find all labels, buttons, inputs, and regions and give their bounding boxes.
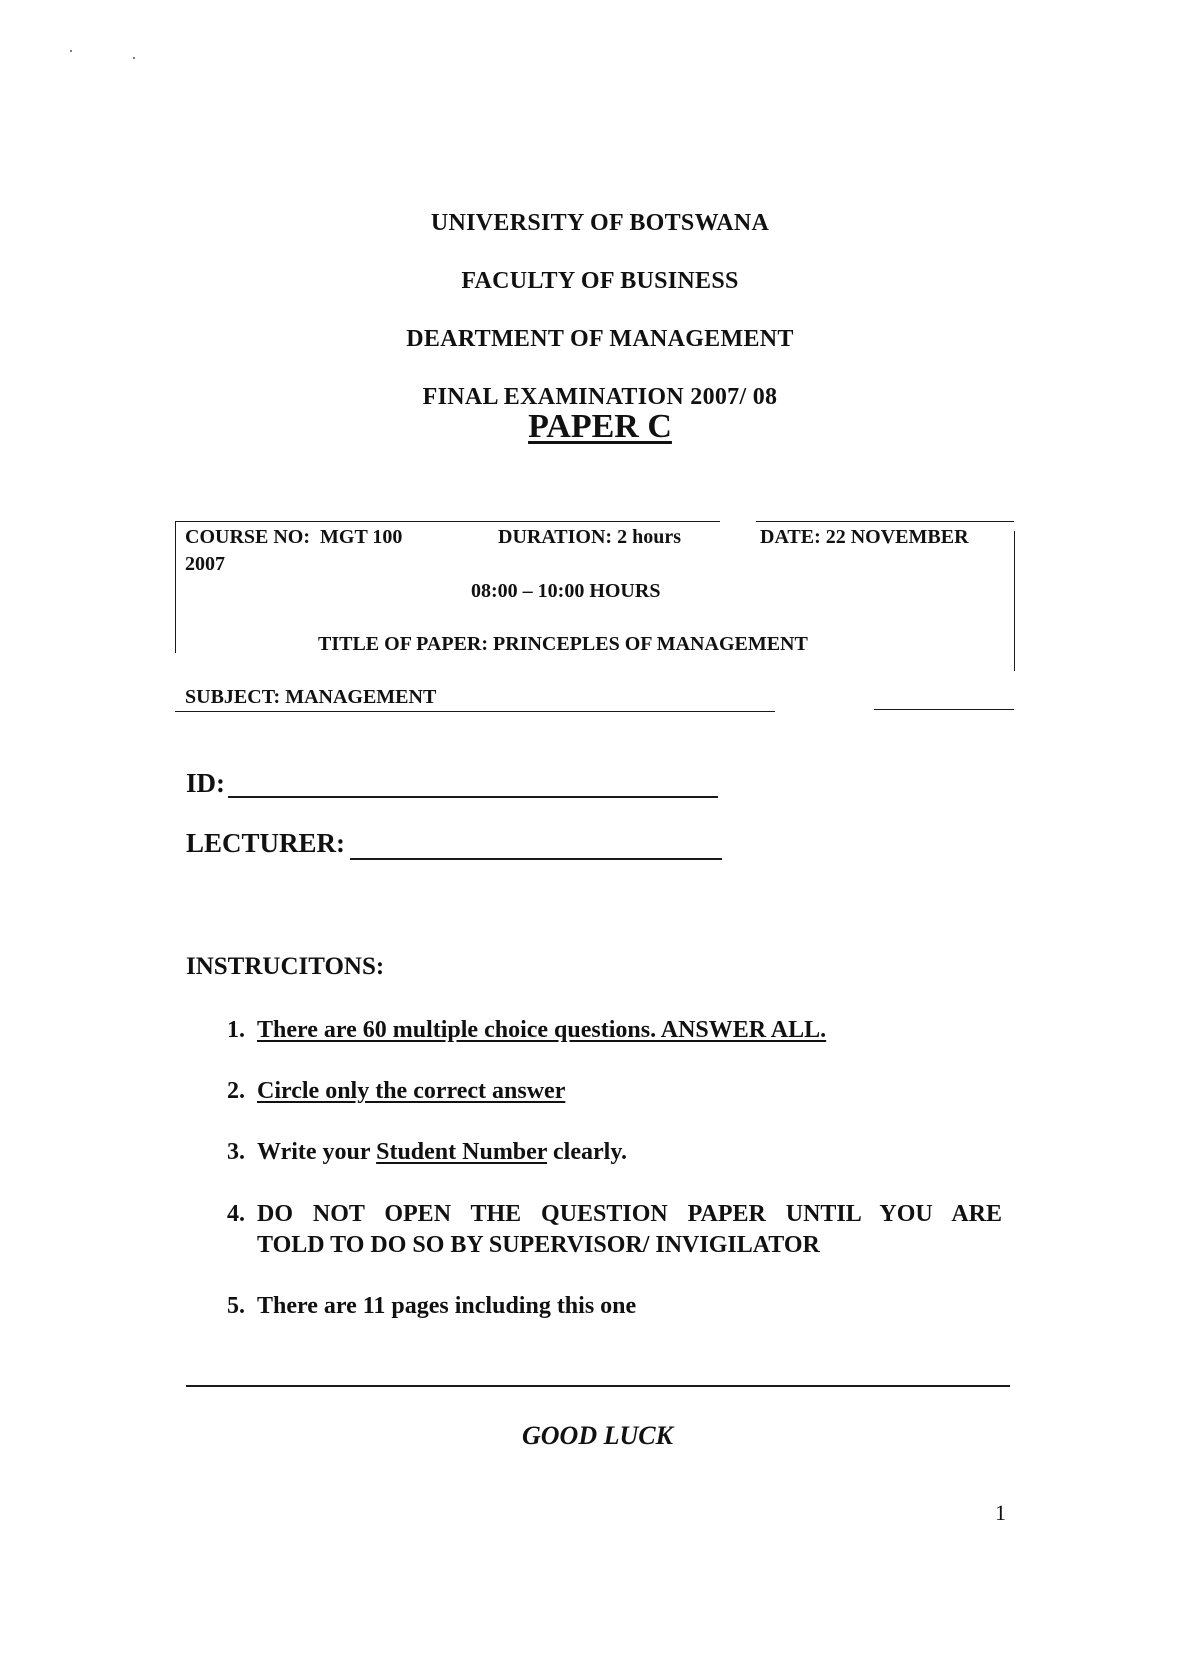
scan-speck	[70, 50, 72, 52]
instruction-text-underlined: Student Number	[376, 1139, 548, 1165]
instruction-number: 3.	[227, 1139, 245, 1165]
subject: SUBJECT: MANAGEMENT	[185, 686, 437, 708]
paper-label: PAPER C	[528, 408, 672, 445]
lecturer-label: LECTURER:	[186, 828, 346, 858]
exam-date-year: 2007	[185, 553, 225, 575]
instruction-text-line1: DO NOT OPEN THE QUESTION PAPER UNTIL YOU ARE	[257, 1201, 1002, 1227]
department-name: DEARTMENT OF MANAGEMENT	[406, 326, 794, 352]
instruction-number: 1.	[227, 1017, 245, 1043]
instructions-heading: INSTRUCITONS:	[186, 953, 385, 980]
page-number: 1	[995, 1500, 1006, 1525]
box-bottom-border-left	[175, 711, 775, 712]
id-field-line[interactable]	[228, 796, 718, 798]
exam-title: FINAL EXAMINATION 2007/ 08	[422, 384, 778, 410]
lecturer-field-line[interactable]	[350, 858, 722, 860]
instruction-text	[257, 1139, 627, 1166]
instruction-number: 5.	[227, 1293, 245, 1319]
instruction-text: There are 60 multiple choice questions. ANSWER ALL.	[257, 1017, 827, 1043]
instruction-text: Circle only the correct answer	[257, 1078, 566, 1104]
duration: DURATION: 2 hours	[498, 526, 681, 548]
id-label: ID:	[186, 768, 225, 798]
instruction-text: There are 11 pages including this one	[257, 1293, 637, 1319]
instruction-number: 4.	[227, 1201, 245, 1227]
box-top-border-left	[175, 521, 720, 522]
instruction-number: 2.	[227, 1078, 245, 1104]
good-luck: GOOD LUCK	[522, 1421, 673, 1450]
box-left-border	[175, 521, 176, 653]
instruction-text-line2: TOLD TO DO SO BY SUPERVISOR/ INVIGILATOR	[257, 1232, 820, 1258]
exam-date: DATE: 22 NOVEMBER	[760, 526, 969, 548]
university-name: UNIVERSITY OF BOTSWANA	[430, 210, 770, 236]
exam-time: 08:00 – 10:00 HOURS	[471, 580, 661, 602]
paper-title: TITLE OF PAPER: PRINCEPLES OF MANAGEMENT	[318, 633, 808, 655]
course-number: COURSE NO: MGT 100	[185, 526, 403, 548]
scan-speck	[133, 57, 135, 59]
box-top-border-right	[756, 521, 1014, 522]
box-bottom-border-right	[874, 709, 1014, 710]
footer-divider	[186, 1385, 1010, 1387]
box-right-border	[1014, 531, 1015, 671]
instruction-text-pre: Write your	[257, 1139, 377, 1165]
instruction-text-post: clearly.	[547, 1139, 627, 1165]
faculty-name: FACULTY OF BUSINESS	[461, 268, 739, 294]
